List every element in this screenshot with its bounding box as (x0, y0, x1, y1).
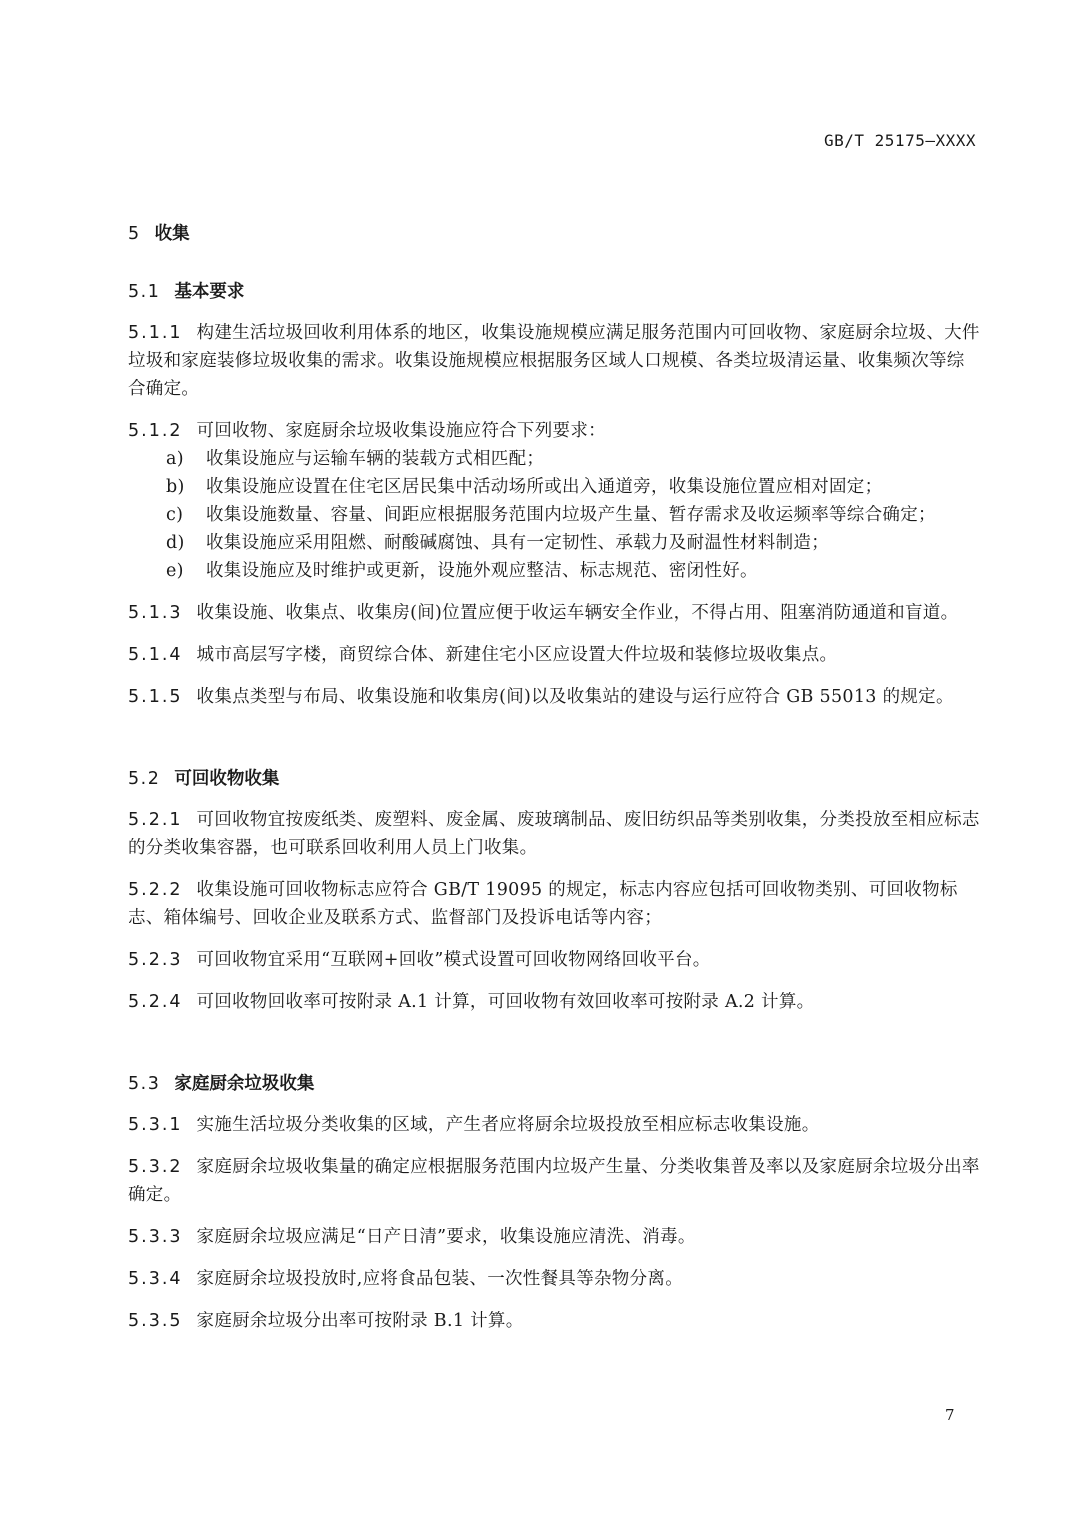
list-item-text: 收集设施应采用阻燃、耐酸碱腐蚀、具有一定韧性、承载力及耐温性材料制造； (206, 533, 829, 553)
section-heading-5-3 (128, 1070, 980, 1095)
clause-text: 实施生活垃圾分类收集的区域，产生者应将厨余垃圾投放至相应标志收集设施。 (196, 1115, 820, 1135)
clause-5-2-3 (128, 946, 980, 974)
list-item (128, 473, 980, 501)
clause-number: 5.1.5 (128, 687, 183, 707)
clause-5-2-4 (128, 988, 980, 1016)
section-heading-5-1 (128, 278, 980, 303)
section-title: 可回收物收集 (174, 769, 280, 789)
clause-text: 构建生活垃圾回收利用体系的地区，收集设施规模应满足服务范围内可回收物、家庭厨余垃圾、大件垃圾和家庭装修垃圾收集的需求。收集设施规模应根据服务区域人口规模、各类垃圾清运量、收集频次等综合确定。 (128, 323, 980, 399)
clause-text: 家庭厨余垃圾应满足“日产日清”要求，收集设施应清洗、消毒。 (196, 1227, 696, 1247)
clause-5-3-2 (128, 1153, 980, 1209)
list-item-text: 收集设施数量、容量、间距应根据服务范围内垃圾产生量、暂存需求及收运频率等综合确定； (206, 505, 936, 525)
chapter-title: 收集 (154, 224, 190, 244)
clause-number: 5.1.3 (128, 603, 183, 623)
clause-number: 5.2.3 (128, 950, 183, 970)
list-item-text: 收集设施应与运输车辆的装载方式相匹配； (206, 449, 545, 469)
clause-number: 5.3.1 (128, 1115, 183, 1135)
list-item-text: 收集设施应及时维护或更新，设施外观应整洁、标志规范、密闭性好。 (206, 561, 758, 581)
clause-text: 可回收物回收率可按附录 A.1 计算，可回收物有效回收率可按附录 A.2 计算。 (196, 992, 815, 1012)
clause-5-1-1 (128, 319, 980, 403)
list-marker: d) (166, 533, 185, 553)
clause-number: 5.3.5 (128, 1311, 183, 1331)
clause-number: 5.2.4 (128, 992, 183, 1012)
clause-text: 家庭厨余垃圾投放时,应将食品包装、一次性餐具等杂物分离。 (196, 1269, 683, 1289)
list-item (128, 529, 980, 557)
list-item (128, 501, 980, 529)
list-marker: b) (166, 477, 185, 497)
list-marker: c) (166, 505, 184, 525)
clause-number: 5.2.2 (128, 880, 183, 900)
section-heading-5-2 (128, 765, 980, 790)
clause-text: 可回收物宜按废纸类、废塑料、废金属、废玻璃制品、废旧纺织品等类别收集，分类投放至相应标志的分类收集容器，也可联系回收利用人员上门收集。 (128, 810, 980, 858)
clause-text: 城市高层写字楼，商贸综合体、新建住宅小区应设置大件垃圾和装修垃圾收集点。 (196, 645, 838, 665)
section-number: 5.3 (128, 1074, 161, 1094)
document-body (128, 220, 980, 1349)
section-number: 5.2 (128, 769, 161, 789)
clause-text: 收集设施、收集点、收集房(间)位置应便于收运车辆安全作业，不得占用、阻塞消防通道和盲道。 (196, 603, 959, 623)
list-item-text: 收集设施应设置在住宅区居民集中活动场所或出入通道旁，收集设施位置应相对固定； (206, 477, 883, 497)
clause-5-2-1 (128, 806, 980, 862)
requirement-list (128, 445, 980, 585)
clause-text: 可回收物宜采用“互联网+回收”模式设置可回收物网络回收平台。 (196, 950, 711, 970)
standard-code: GB/T 25175—XXXX (824, 131, 976, 150)
list-item (128, 445, 980, 473)
chapter-heading (128, 220, 980, 245)
clause-5-1-3 (128, 599, 980, 627)
section-number: 5.1 (128, 282, 161, 302)
clause-text: 家庭厨余垃圾分出率可按附录 B.1 计算。 (196, 1311, 524, 1331)
clause-number: 5.3.4 (128, 1269, 183, 1289)
section-title: 家庭厨余垃圾收集 (174, 1074, 315, 1094)
section-title: 基本要求 (174, 282, 245, 302)
list-marker: e) (166, 561, 184, 581)
list-marker: a) (166, 449, 184, 469)
clause-number: 5.1.4 (128, 645, 183, 665)
clause-number: 5.3.3 (128, 1227, 183, 1247)
clause-text: 收集设施可回收物标志应符合 GB/T 19095 的规定，标志内容应包括可回收物类别、可回收物标志、箱体编号、回收企业及联系方式、监督部门及投诉电话等内容； (128, 880, 958, 928)
clause-text: 收集点类型与布局、收集设施和收集房(间)以及收集站的建设与运行应符合 GB 55013 的规定。 (196, 687, 954, 707)
clause-5-1-5 (128, 683, 980, 711)
clause-number: 5.1.1 (128, 323, 183, 343)
clause-5-3-4 (128, 1265, 980, 1293)
page-number: 7 (945, 1406, 955, 1424)
clause-5-2-2 (128, 876, 980, 932)
clause-number: 5.3.2 (128, 1157, 183, 1177)
clause-5-3-1 (128, 1111, 980, 1139)
clause-5-1-4 (128, 641, 980, 669)
clause-number: 5.2.1 (128, 810, 183, 830)
list-item (128, 557, 980, 585)
clause-5-3-3 (128, 1223, 980, 1251)
clause-5-3-5 (128, 1307, 980, 1335)
chapter-number: 5 (128, 224, 141, 244)
clause-number: 5.1.2 (128, 421, 183, 441)
clause-text: 家庭厨余垃圾收集量的确定应根据服务范围内垃圾产生量、分类收集普及率以及家庭厨余垃圾分出率确定。 (128, 1157, 980, 1205)
clause-5-1-2 (128, 417, 980, 445)
clause-text: 可回收物、家庭厨余垃圾收集设施应符合下列要求： (196, 421, 606, 441)
